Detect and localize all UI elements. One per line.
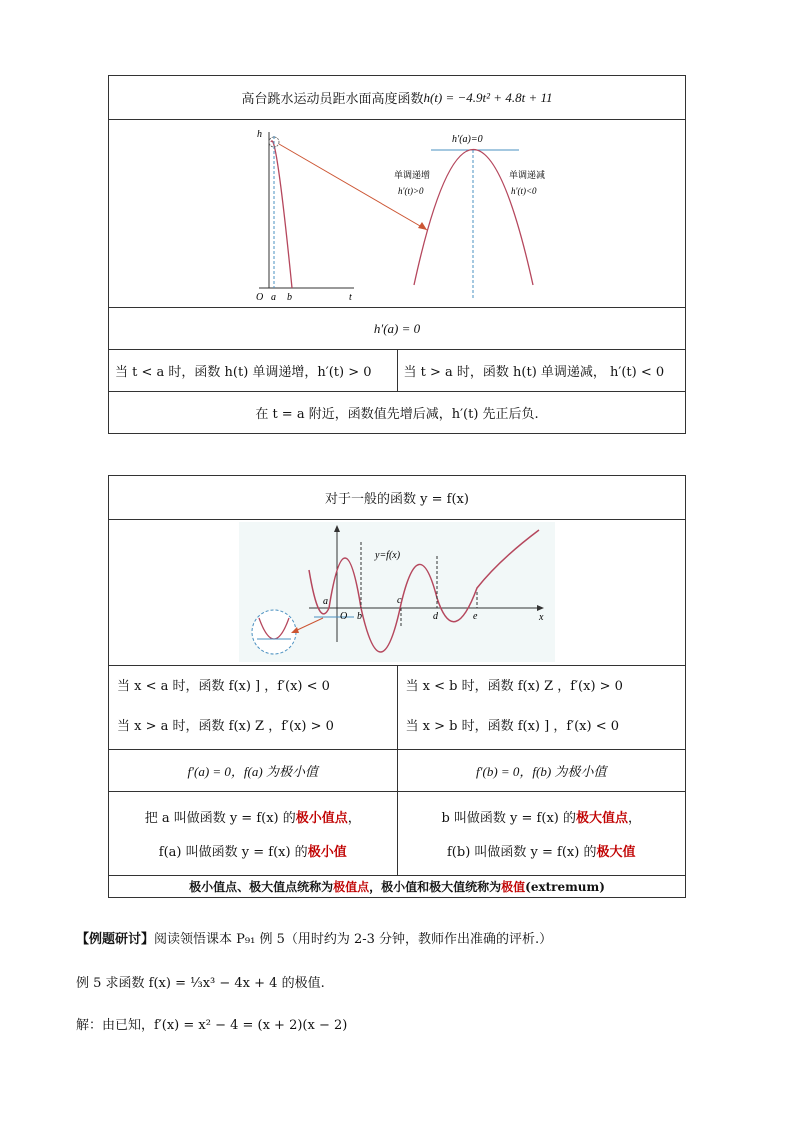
- d-point-label: d: [433, 611, 438, 622]
- min-point-def: 把 a 叫做函数 y = f(x) 的极小值点，: [144, 811, 361, 827]
- table2-row-summary: [109, 875, 685, 897]
- diving-height-figure: [109, 120, 685, 306]
- left-mono-text1: 单调递增: [394, 170, 431, 180]
- table1-row4: [109, 391, 685, 433]
- table1-title-formula: h(t) = −4.9t² + 4.8t + 11: [423, 89, 553, 105]
- table2-title-row: [109, 476, 685, 519]
- c-point-label: c: [397, 595, 402, 606]
- solution-line: 解：由已知，f′(x) = x² − 4 = (x + 2)(x − 2): [76, 1018, 348, 1033]
- curve-label: y=f(x): [375, 550, 401, 561]
- table-general-function: [108, 475, 686, 898]
- zoom-circle-2: [252, 610, 296, 654]
- a-point-label: a: [323, 596, 328, 607]
- extremum-summary: 极小值点、极大值点统称为 极值点 ，极小值和极大值统称为 极值 (extremum): [189, 879, 605, 894]
- table1-row2: [109, 307, 685, 349]
- right-mono-text2: h′(t)<0: [511, 186, 537, 196]
- min-value-def: f(a) 叫做函数 y = f(x) 的极小值: [158, 844, 347, 860]
- left-case2: 当 x > a 时，函数 f(x) Z ，f′(x) > 0: [117, 719, 334, 734]
- zoom-arrow-head: [418, 222, 427, 230]
- table2-row-mono: [109, 665, 685, 749]
- origin-label-2: O: [340, 611, 348, 622]
- increasing-text: 当 t < a 时，函数 h(t) 单调递增，h′(t) > 0: [115, 365, 372, 380]
- general-function-figure: [109, 520, 685, 664]
- example-heading: 【例题研讨】阅读领悟课本 P₉₁ 例 5（用时约为 2-3 分钟，教师作出准确的评析.）: [76, 932, 553, 947]
- a-label: a: [271, 292, 276, 303]
- table1-title-row: [109, 76, 685, 119]
- table2-title: 对于一般的函数 y = f(x): [325, 492, 469, 507]
- max-value-def: f(b) 叫做函数 y = f(x) 的极大值: [447, 844, 636, 860]
- b-point-label: b: [357, 611, 362, 622]
- table2-figure-row: [109, 519, 685, 665]
- x-label: x: [539, 612, 544, 623]
- table2-row-names: [109, 791, 685, 875]
- b-label: b: [287, 292, 292, 303]
- h-axis-label: h: [257, 129, 262, 140]
- origin-label: O: [256, 292, 264, 303]
- table1-row3: [109, 349, 685, 391]
- t-axis-label: t: [349, 292, 352, 303]
- peak-label: h′(a)=0: [452, 134, 483, 145]
- decreasing-text: 当 t > a 时，函数 h(t) 单调递减， h′(t) < 0: [397, 350, 686, 391]
- table-diving: [108, 75, 686, 434]
- max-value-text: f′(b) = 0，f(b) 为极小值: [397, 750, 686, 791]
- right-mono-text1: 单调递减: [509, 170, 546, 180]
- min-value-text: f′(a) = 0，f(a) 为极小值: [187, 764, 318, 779]
- e-point-label: e: [473, 611, 478, 622]
- table1-figure-row: [109, 119, 685, 307]
- left-case1: 当 x < a 时，函数 f(x) ] ，f′(x) < 0: [117, 679, 330, 694]
- near-a-text: 在 t = a 附近，函数值先增后减，h′(t) 先正后负.: [255, 407, 539, 422]
- right-case2: 当 x > b 时，函数 f(x) ] ，f′(x) < 0: [405, 719, 619, 734]
- table2-row-extreme: [109, 749, 685, 791]
- left-mono-text2: h′(t)>0: [398, 186, 424, 196]
- table1-title-prefix: 高台跳水运动员距水面高度函数: [241, 92, 424, 107]
- max-point-def: b 叫做函数 y = f(x) 的极大值点，: [441, 811, 642, 827]
- example5-statement: 例 5 求函数 f(x) = ⅓x³ − 4x + 4 的极值.: [76, 976, 325, 991]
- right-case1: 当 x < b 时，函数 f(x) Z ，f′(x) > 0: [405, 679, 623, 694]
- derivative-zero-text: h′(a) = 0: [373, 320, 421, 336]
